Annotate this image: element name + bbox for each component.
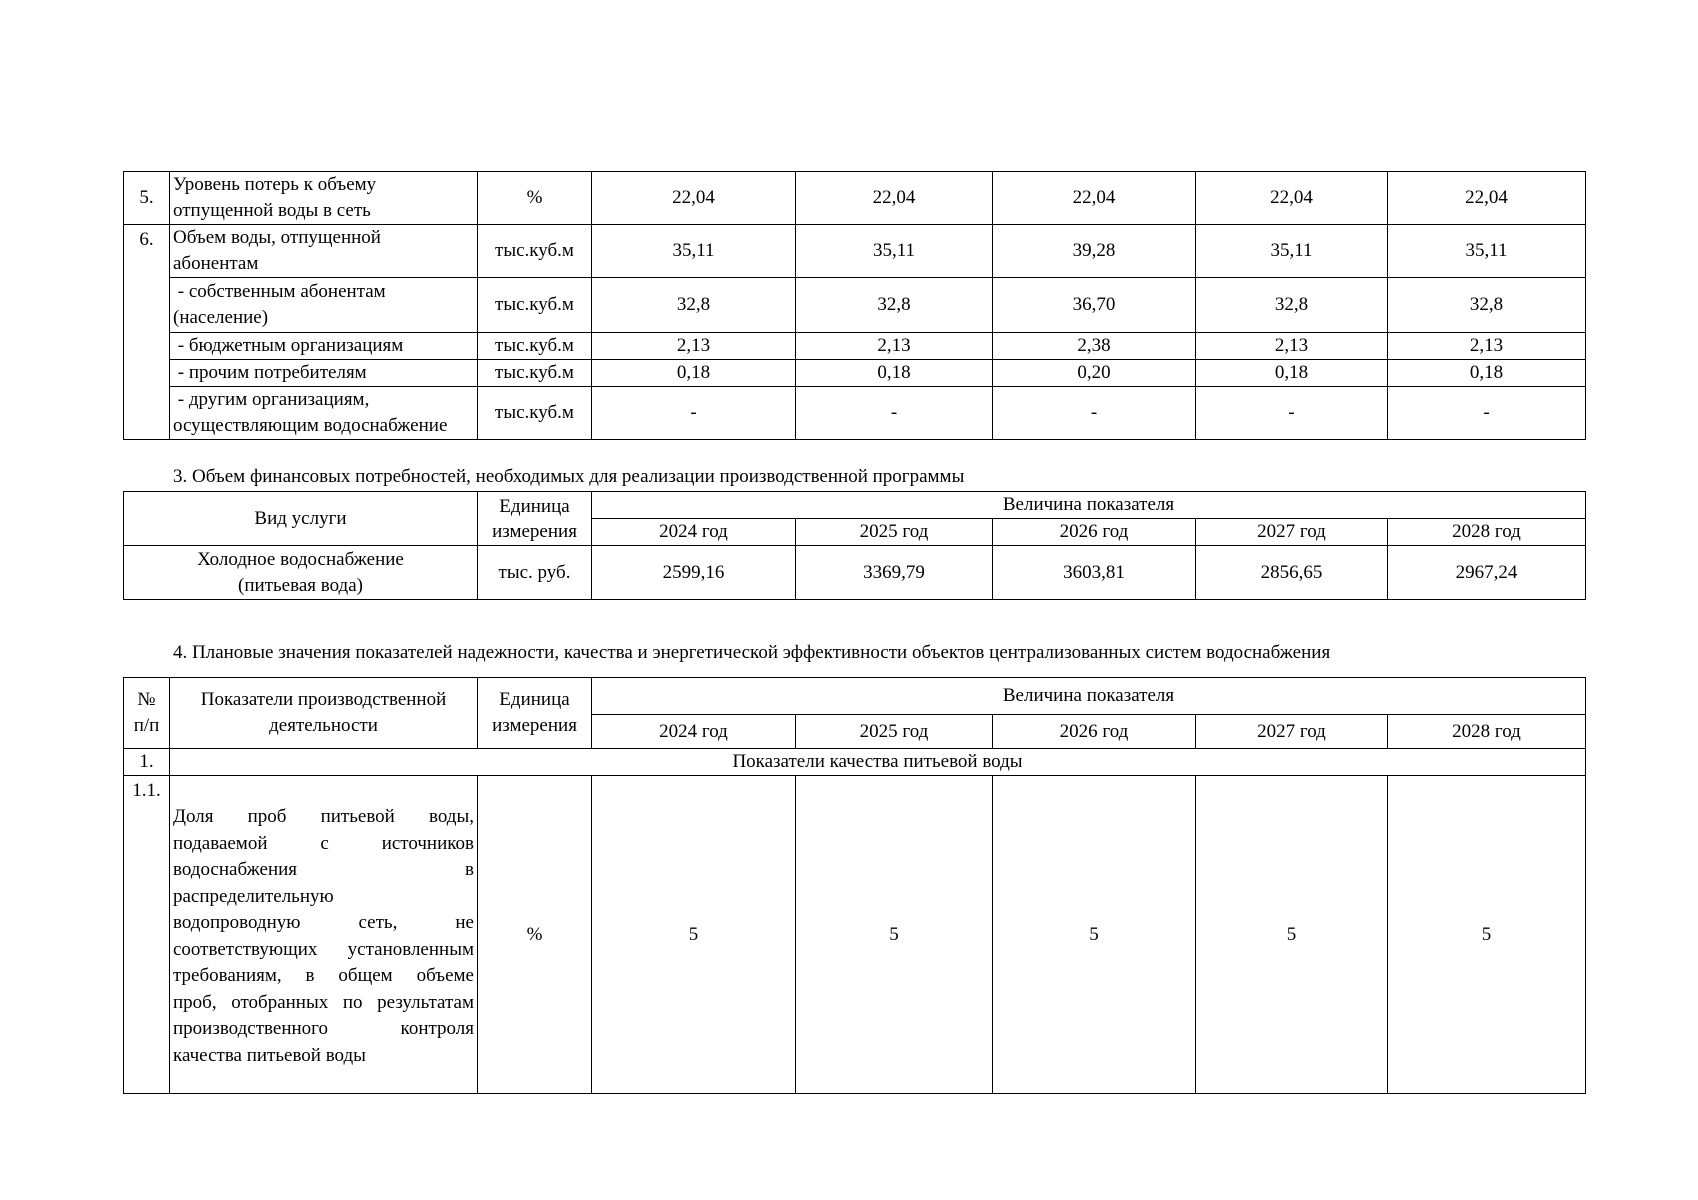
table-row [124,387,1586,440]
column-header-indicator-line: Показатели производственной [200,689,447,710]
year-header: 2024 год [592,715,796,749]
year-header: 2027 год [1196,715,1388,749]
value-cell: 22,04 [592,172,796,225]
column-header-indicator [170,678,478,749]
indicator-name-line: абонентам [173,253,259,274]
indicator-name [170,278,478,333]
indicator-name-line: - собственным абонентам [173,281,386,302]
value-cell: 2,13 [1196,333,1388,360]
value-cell: 35,11 [592,225,796,278]
value-cell: 22,04 [1196,172,1388,225]
indicator-name-line: (население) [173,307,269,328]
year-header: 2026 год [993,519,1196,546]
year-header: 2028 год [1388,519,1586,546]
value-cell: 32,8 [1196,278,1388,333]
table-row [124,225,1586,278]
value-cell: 5 [993,776,1196,1094]
value-cell: 0,18 [1196,360,1388,387]
unit-cell: тыс.куб.м [478,225,592,278]
indicator-name-line: - другим организациям, [173,389,370,410]
value-cell: 35,11 [1388,225,1586,278]
section-3-heading: 3. Объем финансовых потребностей, необходимых для реализации производственной программы [173,466,965,487]
table-row [124,333,1586,360]
column-header-number-line: п/п [133,715,160,736]
value-cell: 0,18 [592,360,796,387]
description-line: подаваемой с источников [173,832,474,854]
column-header-indicator-line: деятельности [269,715,378,736]
description-line: качества питьевой воды [173,1044,366,1066]
unit-cell: тыс.куб.м [478,333,592,360]
description-line: проб, отобранных по результатам [173,991,474,1013]
column-header-unit-line: измерения [492,715,577,736]
indicator-name-line: Уровень потерь к объему [173,174,377,195]
year-header: 2028 год [1388,715,1586,749]
indicator-name-line: осуществляющим водоснабжение [173,415,448,436]
value-cell: 5 [592,776,796,1094]
year-header: 2025 год [796,715,993,749]
indicator-description [170,776,478,1094]
group-number: 1. [124,749,170,776]
value-cell: 2,13 [796,333,993,360]
value-cell: - [993,387,1196,440]
row-number: 1.1. [124,776,170,1094]
year-header: 2025 год [796,519,993,546]
column-header-number-line: № [137,689,156,710]
value-cell: 35,11 [1196,225,1388,278]
value-cell: 2599,16 [592,546,796,600]
column-header-unit-line: Единица [499,689,570,710]
value-cell: 22,04 [1388,172,1586,225]
unit-cell: тыс.куб.м [478,278,592,333]
unit-cell: % [478,776,592,1094]
value-cell: 2967,24 [1388,546,1586,600]
value-cell: 5 [1196,776,1388,1094]
unit-cell: % [478,172,592,225]
value-cell: - [796,387,993,440]
table-row [124,546,1586,600]
description-line: соответствующих установленным [173,938,474,960]
column-header-unit [478,678,592,749]
unit-cell: тыс.куб.м [478,360,592,387]
indicator-name: - бюджетным организациям [170,333,478,360]
table-row [124,172,1586,225]
column-header-unit-line: измерения [492,520,577,542]
value-cell: 5 [796,776,993,1094]
value-cell: 32,8 [1388,278,1586,333]
value-cell: 22,04 [796,172,993,225]
table-header-row [124,678,1586,715]
value-cell: 2,13 [1388,333,1586,360]
indicator-name [170,172,478,225]
column-header-value: Величина показателя [592,492,1586,519]
value-cell: 35,11 [796,225,993,278]
quality-indicators-table [123,677,1586,1094]
row-number: 5. [124,172,170,225]
column-header-number [124,678,170,749]
service-name-line: Холодное водоснабжение [197,548,404,570]
value-cell: 32,8 [592,278,796,333]
description-line: распределительную [173,885,334,907]
unit-cell: тыс.куб.м [478,387,592,440]
value-cell: 0,18 [796,360,993,387]
unit-cell: тыс. руб. [478,546,592,600]
table-row [124,776,1586,1094]
value-cell: 39,28 [993,225,1196,278]
description-line: водоснабжения в [173,859,474,880]
group-row [124,749,1586,776]
indicator-name [170,387,478,440]
year-header: 2027 год [1196,519,1388,546]
indicator-name-line: Объем воды, отпущенной [173,227,381,248]
year-header: 2026 год [993,715,1196,749]
column-header-service: Вид услуги [124,492,478,546]
value-cell: - [1196,387,1388,440]
table-row [124,360,1586,387]
column-header-unit [478,492,592,546]
indicator-name [170,225,478,278]
description-line: Доля проб питьевой воды, [173,806,474,827]
value-cell: 22,04 [993,172,1196,225]
group-title: Показатели качества питьевой воды [170,749,1586,776]
indicator-name: - прочим потребителям [170,360,478,387]
section-4-heading: 4. Плановые значения показателей надежности, качества и энергетической эффективности объектов централизованных систем водоснабжения [173,642,1331,663]
water-volume-table [123,171,1586,440]
description-line: производственного контроля [173,1018,474,1039]
value-cell: 5 [1388,776,1586,1094]
value-cell: 36,70 [993,278,1196,333]
row-number: 6. [124,225,170,440]
table-header-row [124,492,1586,519]
service-name-line: (питьевая вода) [238,574,363,596]
indicator-name-line: отпущенной воды в сеть [173,200,371,221]
value-cell: 3369,79 [796,546,993,600]
value-cell: - [1388,387,1586,440]
value-cell: 3603,81 [993,546,1196,600]
year-header: 2024 год [592,519,796,546]
value-cell: 0,18 [1388,360,1586,387]
service-name [124,546,478,600]
financial-needs-table [123,491,1586,600]
column-header-value: Величина показателя [592,678,1586,715]
value-cell: 2856,65 [1196,546,1388,600]
value-cell: 0,20 [993,360,1196,387]
description-line: водопроводную сеть, не [173,912,474,933]
table-row [124,278,1586,333]
description-line: требованиям, в общем объеме [173,965,474,986]
value-cell: 32,8 [796,278,993,333]
value-cell: 2,13 [592,333,796,360]
value-cell: - [592,387,796,440]
column-header-unit-line: Единица [499,495,570,517]
value-cell: 2,38 [993,333,1196,360]
